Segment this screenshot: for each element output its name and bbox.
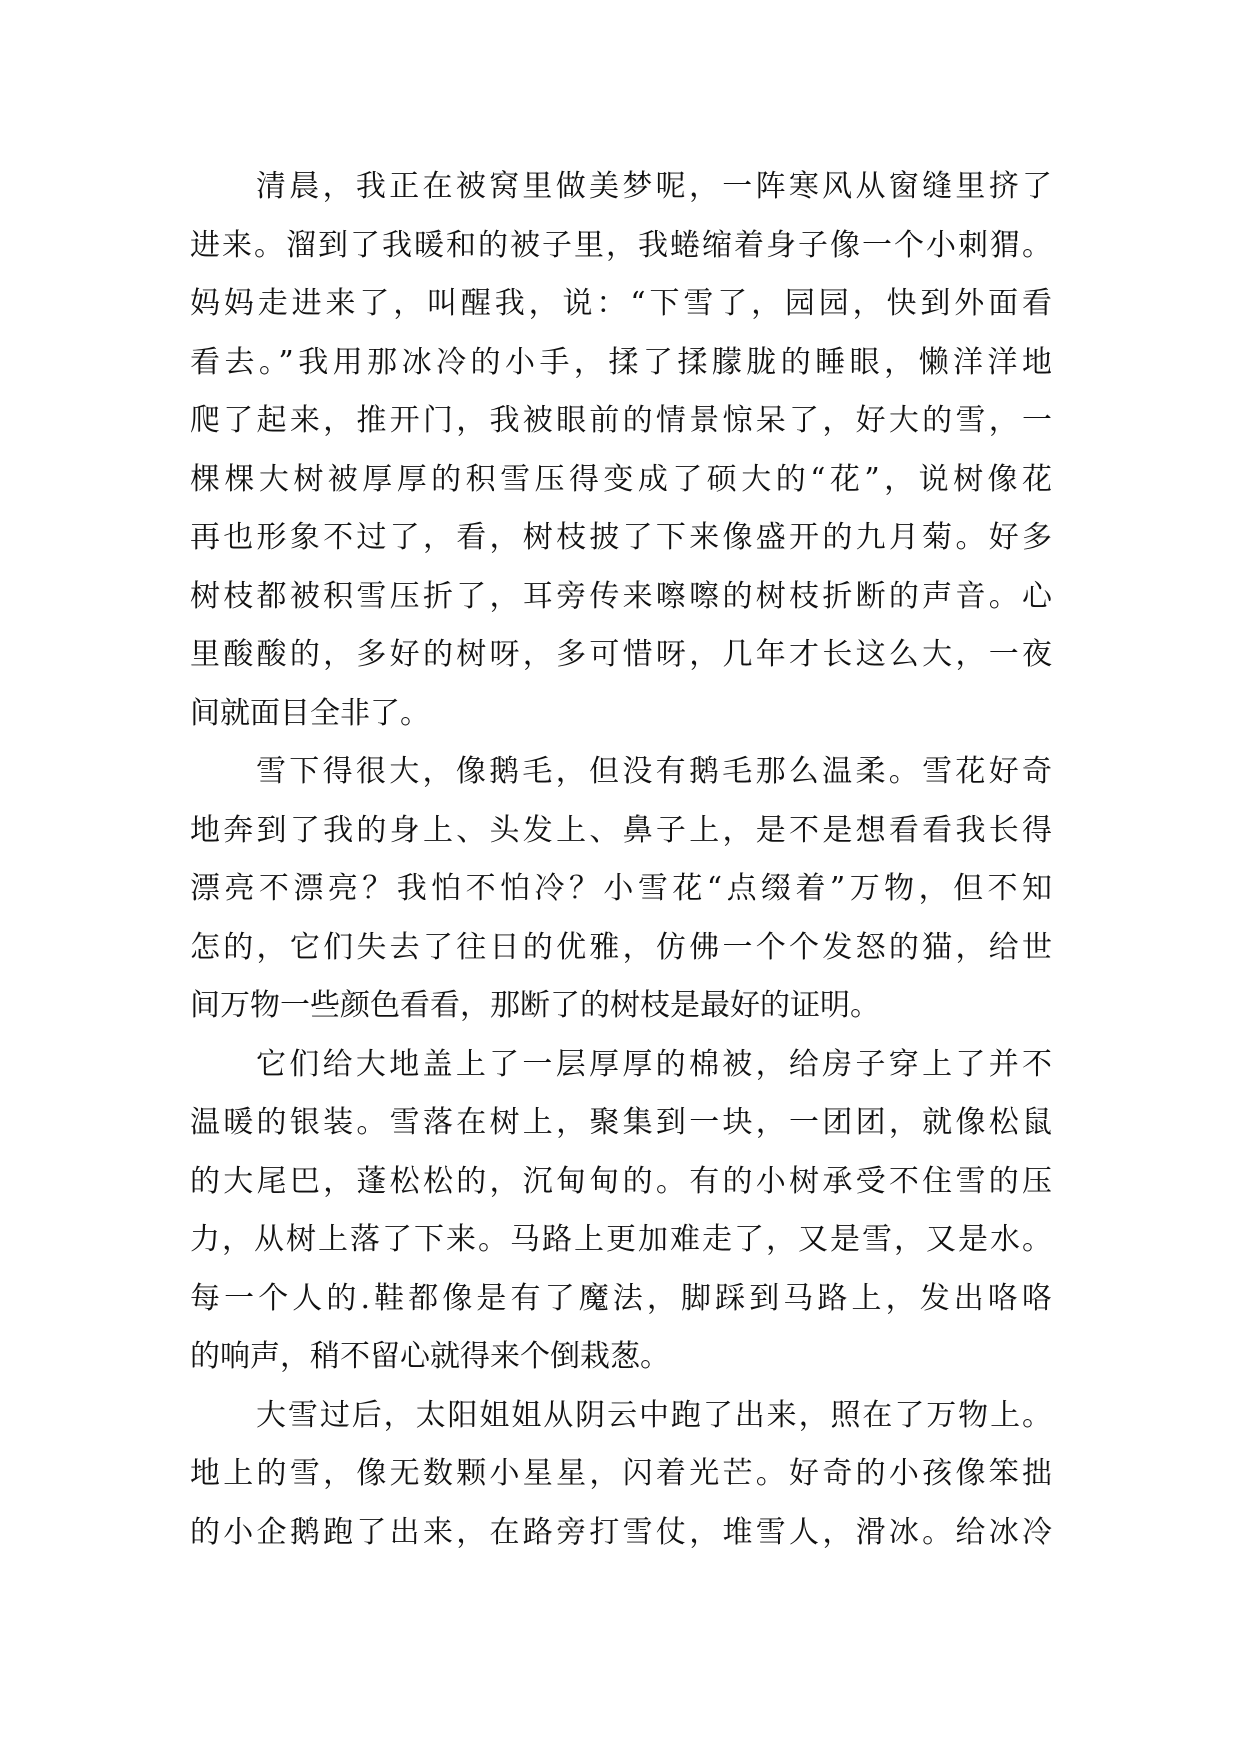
text-line: 树枝都被积雪压折了，耳旁传来嚓嚓的树枝折断的声音。心 (190, 578, 1052, 614)
text-line: 间就面目全非了。 (190, 695, 430, 731)
text-line: 妈妈走进来了，叫醒我，说：“下雪了，园园，快到外面看 (190, 286, 1052, 321)
text-line: 每一个人的.鞋都像是有了魔法，脚踩到马路上，发出咯咯 (190, 1280, 1052, 1316)
text-line: 大雪过后，太阳姐姐从阴云中跑了出来，照在了万物上。 (256, 1397, 1052, 1433)
text-line: 进来。溜到了我暖和的被子里，我蜷缩着身子像一个小刺猬。 (190, 227, 1052, 263)
text-line: 怎的，它们失去了往日的优雅，仿佛一个个发怒的猫，给世 (190, 929, 1052, 965)
paragraph-2 (190, 743, 1052, 1036)
paragraph-3 (190, 1036, 1052, 1387)
text-line: 看去。”我用那冰冷的小手，揉了揉朦胧的睡眼，懒洋洋地 (190, 344, 1052, 380)
paragraph-4 (190, 1387, 1052, 1563)
text-line: 再也形象不过了，看，树枝披了下来像盛开的九月菊。好多 (190, 520, 1052, 555)
text-line: 它们给大地盖上了一层厚厚的棉被，给房子穿上了并不 (256, 1046, 1052, 1082)
text-line: 地奔到了我的身上、头发上、鼻子上，是不是想看看我长得 (190, 812, 1052, 848)
text-line: 的小企鹅跑了出来，在路旁打雪仗，堆雪人，滑冰。给冰冷 (190, 1514, 1052, 1550)
text-line: 的响声，稍不留心就得来个倒栽葱。 (190, 1339, 670, 1374)
text-line: 的大尾巴，蓬松松的，沉甸甸的。有的小树承受不住雪的压 (190, 1163, 1052, 1199)
text-line: 间万物一些颜色看看，那断了的树枝是最好的证明。 (190, 988, 880, 1023)
text-line: 雪下得很大，像鹅毛，但没有鹅毛那么温柔。雪花好奇 (256, 754, 1052, 789)
text-line: 棵棵大树被厚厚的积雪压得变成了硕大的“花”，说树像花 (190, 461, 1052, 497)
text-line: 力，从树上落了下来。马路上更加难走了，又是雪，又是水。 (190, 1222, 1052, 1257)
text-line: 里酸酸的，多好的树呀，多可惜呀，几年才长这么大，一夜 (190, 637, 1052, 672)
text-line: 爬了起来，推开门，我被眼前的情景惊呆了，好大的雪，一 (190, 403, 1052, 438)
text-line: 漂亮不漂亮？我怕不怕冷？小雪花“点缀着”万物，但不知 (190, 871, 1052, 906)
paragraph-1 (190, 158, 1052, 743)
essay-body (190, 158, 1052, 1562)
text-line: 地上的雪，像无数颗小星星，闪着光芒。好奇的小孩像笨拙 (190, 1456, 1052, 1491)
text-line: 温暖的银装。雪落在树上，聚集到一块，一团团，就像松鼠 (190, 1105, 1052, 1140)
text-line: 清晨，我正在被窝里做美梦呢，一阵寒风从窗缝里挤了 (256, 169, 1052, 204)
